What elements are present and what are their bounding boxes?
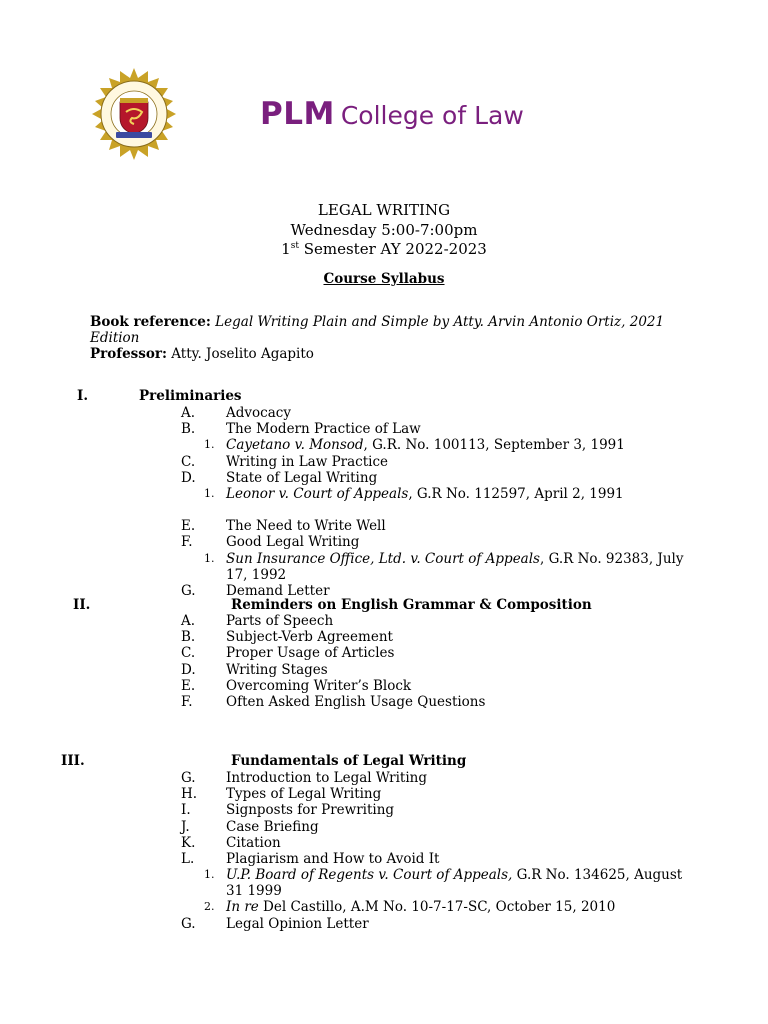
item-letter: C. — [181, 645, 196, 662]
case-number: 1. — [204, 487, 215, 500]
item-letter: G. — [181, 915, 196, 932]
item-letter: F. — [181, 534, 193, 551]
case-name: Leonor v. Court of Appeals — [226, 486, 409, 502]
case-reference: , G.R. No. 100113, September 3, 1991 — [363, 437, 625, 454]
semester-rest: Semester AY 2022-2023 — [298, 240, 487, 258]
section-numeral: II. — [73, 597, 91, 613]
item-text: Citation — [226, 834, 281, 851]
item-letter: A. — [181, 405, 196, 421]
book-reference — [90, 314, 690, 346]
item-letter: L. — [181, 851, 195, 867]
syllabus-heading: Course Syllabus — [323, 271, 445, 287]
item-letter: B. — [181, 629, 196, 646]
semester — [0, 240, 768, 258]
section-numeral: I. — [77, 388, 89, 404]
case-number: 1. — [204, 551, 215, 565]
item-text: Signposts for Prewriting — [226, 802, 395, 819]
item-letter: F. — [181, 694, 193, 710]
brand-college-of-law: College of Law — [340, 101, 524, 130]
item-letter: I. — [181, 802, 191, 819]
item-letter: J. — [181, 818, 190, 835]
item-text: Overcoming Writer’s Block — [226, 677, 412, 694]
item-letter: G. — [181, 770, 196, 786]
section-title: Fundamentals of Legal Writing — [231, 753, 467, 769]
case-citation — [226, 437, 696, 453]
professor-value: Atty. Joselito Agapito — [166, 346, 314, 362]
item-text: Writing Stages — [226, 661, 328, 678]
item-text: Demand Letter — [226, 582, 330, 599]
case-number: 2. — [204, 900, 215, 914]
item-letter: D. — [181, 469, 196, 486]
item-text: Case Briefing — [226, 818, 319, 835]
course-title: LEGAL WRITING — [317, 201, 451, 219]
case-name: In re — [226, 899, 259, 916]
item-letter: E. — [181, 518, 196, 535]
item-text: Introduction to Legal Writing — [226, 770, 428, 786]
item-text: Legal Opinion Letter — [226, 915, 369, 932]
item-letter: E. — [181, 677, 196, 694]
course-schedule: Wednesday 5:00-7:00pm — [290, 221, 478, 239]
item-letter: K. — [181, 834, 196, 851]
item-text: Advocacy — [226, 405, 291, 421]
item-text: Parts of Speech — [226, 613, 334, 629]
item-text: Good Legal Writing — [226, 534, 360, 551]
item-letter: D. — [181, 661, 196, 678]
case-name: Cayetano v. Monsod — [226, 437, 364, 454]
item-text: The Modern Practice of Law — [226, 421, 421, 438]
section-title: Preliminaries — [139, 388, 242, 404]
section-numeral: III. — [61, 753, 85, 769]
case-reference: , G.R No. 92383, July 17, 1992 — [226, 550, 684, 583]
case-name: Sun Insurance Office, Ltd. v. Court of Appeals — [226, 550, 540, 567]
book-label: Book reference: — [90, 314, 211, 330]
book-value: Legal Writing Plain and Simple by Atty. Arvin Antonio Ortiz, 2021 Edition — [90, 314, 665, 346]
case-name: U.P. Board of Regents v. Court of Appeals, — [226, 867, 513, 884]
item-text: State of Legal Writing — [226, 469, 378, 486]
item-text: Writing in Law Practice — [226, 453, 389, 470]
professor-label: Professor: — [90, 346, 167, 362]
section-title: Reminders on English Grammar & Composition — [231, 597, 592, 613]
item-text: Plagiarism and How to Avoid It — [226, 851, 440, 867]
case-citation — [226, 899, 696, 915]
item-letter: H. — [181, 786, 198, 803]
case-reference: G.R No. 134625, August 31 1999 — [226, 867, 683, 900]
item-letter: B. — [181, 421, 196, 438]
semester-sup: st — [290, 241, 299, 251]
professor — [90, 346, 690, 362]
brand-wordmark — [260, 96, 524, 132]
case-citation — [226, 486, 696, 502]
case-number: 1. — [204, 868, 215, 882]
brand-plm: PLM — [260, 96, 335, 132]
header — [88, 68, 688, 158]
item-text: Proper Usage of Articles — [226, 645, 395, 662]
case-citation — [226, 551, 696, 583]
case-reference: Del Castillo, A.M No. 10-7-17-SC, October 15, 2010 — [258, 899, 616, 916]
case-citation — [226, 867, 696, 899]
item-text: Types of Legal Writing — [226, 786, 382, 803]
item-text: Subject-Verb Agreement — [226, 629, 393, 646]
item-letter: C. — [181, 453, 196, 470]
semester-ordinal: 1 — [281, 240, 291, 258]
case-reference: , G.R No. 112597, April 2, 1991 — [408, 486, 624, 502]
item-text: The Need to Write Well — [226, 518, 386, 535]
plm-seal-icon — [88, 68, 180, 160]
item-letter: G. — [181, 582, 196, 599]
item-text: Often Asked English Usage Questions — [226, 694, 486, 710]
case-number: 1. — [204, 438, 215, 452]
item-letter: A. — [181, 613, 196, 629]
